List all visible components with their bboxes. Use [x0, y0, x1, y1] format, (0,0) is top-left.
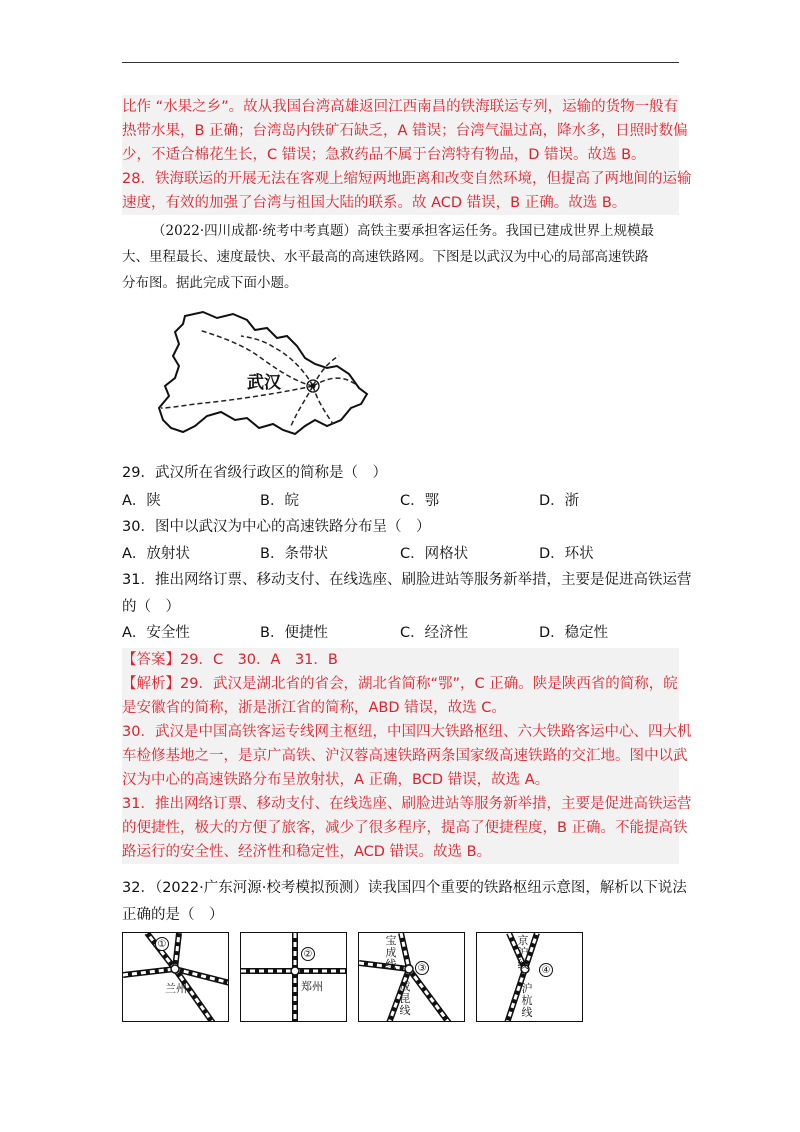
option-b[interactable]: B．皖 — [260, 493, 299, 509]
question-line: 32．（2022·广东河源·校考模拟预测）读我国四个重要的铁路枢纽示意图，解析以下说法 — [122, 880, 687, 896]
answer-line: 比作 “水果之乡”。故从我国台湾高雄返回江西南昌的铁海联运专列，运输的货物一般有 — [122, 99, 679, 115]
hub-number: ③ — [415, 961, 429, 975]
hub-2-lines — [241, 933, 347, 1022]
option-d[interactable]: D．浙 — [539, 493, 580, 509]
hub-1-lines — [123, 933, 229, 1022]
wuhan-railway-map — [155, 308, 380, 443]
answer-line: 速度，有效的加强了台湾与祖国大陆的联系。故 ACD 错误，B 正确。故选 B。 — [122, 195, 627, 211]
question-line: 正确的是（ ） — [122, 907, 224, 923]
option-b[interactable]: B．便捷性 — [260, 625, 328, 641]
railway-line-label: 成昆线 — [399, 980, 411, 1017]
question-line: 31．推出网络订票、移动支付、在线选座、刷脸进站等服务新举措，主要是促进高铁运营 — [122, 572, 692, 588]
question-29: 29．武汉所在省级行政区的简称是（ ） — [122, 465, 387, 481]
hub-number: ④ — [539, 963, 553, 977]
answer-line: 热带水果，B 正确；台湾岛内铁矿石缺乏，A 错误；台湾气温过高，降水多，日照时数偏 — [122, 123, 688, 139]
hub-number: ② — [301, 947, 315, 961]
option-d[interactable]: D．稳定性 — [539, 625, 609, 641]
answer-line: 路运行的安全性、经济性和稳定性，ACD 错误。故选 B。 — [122, 844, 492, 860]
answer-line: 车检修基地之一，是京广高铁、沪汉蓉高速铁路两条国家级高速铁路的交汇地。图中以武 — [122, 748, 688, 764]
question-29-options — [122, 488, 679, 515]
hub-number: ① — [155, 937, 169, 951]
answer-line: 少，不适合棉花生长，C 错误；急救药品不属于台湾特有物品，D 错误。故选 B。 — [122, 147, 646, 163]
railway-line-label: 宝成线 — [385, 934, 397, 971]
question-30: 30．图中以武汉为中心的高速铁路分布呈（ ） — [122, 519, 431, 535]
question-intro — [122, 218, 679, 296]
intro-line: 大、里程最长、速度最快、水平最高的高速铁路网。下图是以武汉为中心的局部高速铁路 — [122, 249, 649, 265]
railway-line-label: 沪杭线 — [521, 982, 533, 1019]
answer-line: 汉为中心的高速铁路分布呈放射状，A 正确，BCD 错误，故选 A。 — [122, 772, 550, 788]
hub-3-lines — [359, 933, 465, 1022]
option-a[interactable]: A．陕 — [122, 493, 161, 509]
answer-line: 31．推出网络订票、移动支付、在线选座、刷脸进站等服务新举措，主要是促进高铁运营 — [122, 796, 692, 812]
option-c[interactable]: C．经济性 — [400, 625, 469, 641]
answer-line: 的便捷性，极大的方便了旅客，减少了很多程序，提高了便捷程度，B 正确。不能提高铁 — [122, 820, 688, 836]
answer-line: 28．铁海联运的开展无法在客观上缩短两地距离和改变自然环境，但提高了两地间的运输 — [122, 171, 692, 187]
answer-explanation-block — [122, 648, 692, 864]
intro-line: 分布图。据此完成下面小题。 — [122, 275, 298, 291]
answer-key: 【答案】29．C 30．A 31．B — [122, 652, 338, 668]
hub-diagram-3 — [358, 932, 465, 1022]
question-30-options — [122, 541, 679, 568]
option-c[interactable]: C．网格状 — [400, 546, 469, 562]
hub-city-label: 郑州 — [301, 980, 323, 993]
railway-line-label: 京沪线 — [517, 934, 529, 971]
question-32 — [122, 875, 687, 929]
header-rule — [122, 62, 679, 63]
answer-line: 30．武汉是中国高铁客运专线网主枢纽，中国四大铁路枢纽、六大铁路客运中心、四大机 — [122, 724, 692, 740]
option-d[interactable]: D．环状 — [539, 546, 594, 562]
railway-hub-diagrams — [122, 932, 682, 1024]
answer-line: 【解析】29．武汉是湖北省的省会，湖北省简称“鄂”，C 正确。陕是陕西省的简称，皖 — [122, 676, 678, 692]
option-b[interactable]: B．条带状 — [260, 546, 328, 562]
question-line: 的（ ） — [122, 599, 180, 615]
hub-city-label: 兰州 — [165, 982, 187, 995]
question-31-options — [122, 620, 679, 647]
map-city-label: 武汉 — [247, 373, 281, 393]
question-31 — [122, 567, 692, 621]
option-a[interactable]: A．安全性 — [122, 625, 190, 641]
answer-line: 是安徽省的简称，浙是浙江省的简称，ABD 错误，故选 C。 — [122, 700, 506, 716]
option-a[interactable]: A．放射状 — [122, 546, 190, 562]
option-c[interactable]: C．鄂 — [400, 493, 440, 509]
hub-diagram-2 — [240, 932, 347, 1022]
hub-diagram-4 — [476, 932, 583, 1022]
previous-answer-block — [122, 95, 692, 215]
intro-line: （2022·四川成都·统考中考真题）高铁主要承担客运任务。我国已建成世界上规模最 — [152, 223, 654, 239]
hub-diagram-1 — [122, 932, 229, 1022]
